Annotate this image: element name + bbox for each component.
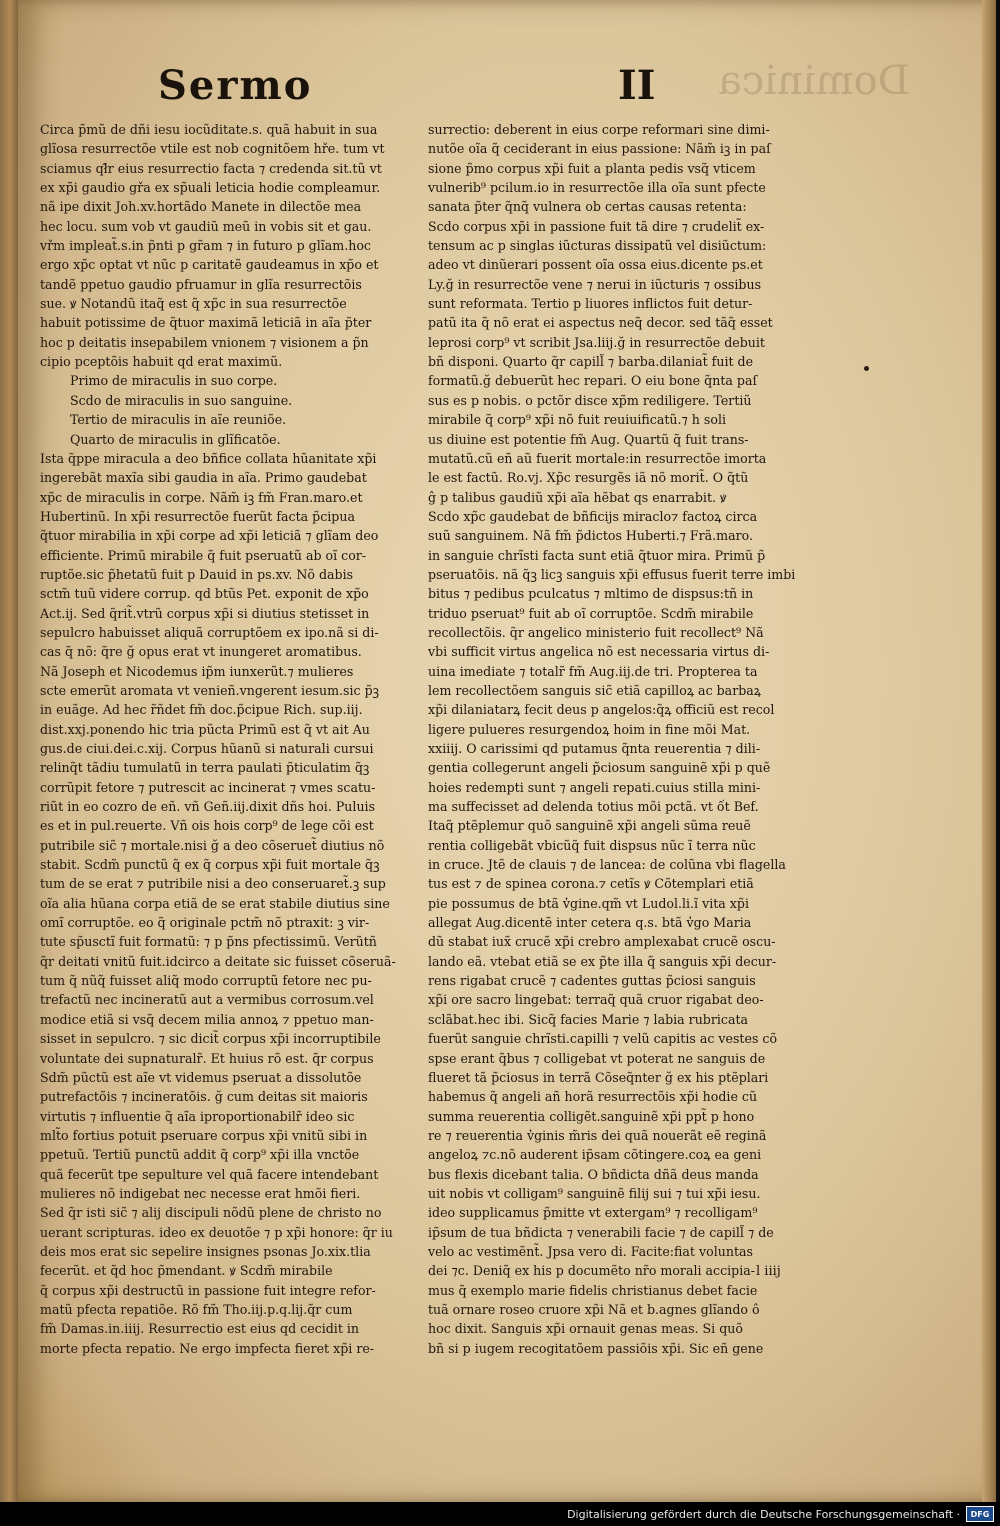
text-line: xp̃c de miraculis in corpe. Nãm̃ iꝫ fm̃ Fran.maro.et <box>40 489 363 505</box>
text-line: vřm impleat̃.s.in p̃nti p gr̃am ⁊ in futuro p glĩam.hoc <box>40 238 371 254</box>
text-line: ruptõe.sic p̃hetatũ fuit p Dauid in ps.xv. Nõ dabis <box>40 566 354 582</box>
text-line: q̃tuor mirabilia in xp̃i corpe ad xp̃i leticiã ⁊ glĩam deo <box>40 528 379 544</box>
text-line: rentia colligebãt vbicũq̃ fuit dispsus nũc ĩ terra nũc <box>428 837 756 853</box>
text-line: vbi sufficit virtus angelica nõ est necessaria virtus di- <box>428 644 770 660</box>
text-line: mirabile q̃ corp⁹ xp̃i nõ fuit reuiuificatũ.⁊ h soli <box>428 412 727 428</box>
showthrough-text: Dominica <box>718 58 910 104</box>
text-line: tute sp̃usctĩ fuit formatũ: ⁊ p p̃ns pfectissimũ. Verũtñ <box>40 934 377 950</box>
text-line: gentia collegerunt angeli p̃ciosum sanguinẽ xp̃i p quẽ <box>428 760 771 776</box>
text-column-right <box>428 120 834 1358</box>
text-line: nã ipe dixit Joh.xv.hortãdo Manete in dilectõe mea <box>40 199 362 215</box>
text-line: Act.ij. Sed q̃rit̃.vtrũ corpus xp̃i si diutius stetisset in <box>40 605 370 621</box>
text-line: lem recollectõem sanguis sic̃ etiã capilloꝝ ac barbaꝝ <box>428 682 762 698</box>
text-line: mlt̃o fortius potuit pseruare corpus xp̃i vnitũ sibi in <box>40 1127 368 1143</box>
text-line: quã fecerũt tpe sepulture vel quã facere intendebant <box>40 1166 379 1182</box>
text-line: us diuine est potentie fm̃ Aug. Quartũ q̃ fuit trans- <box>428 431 749 447</box>
text-line: Sed q̃r isti sic̃ ⁊ alij discipuli nõdũ plene de christo no <box>40 1205 382 1221</box>
text-line: Scdo corpus xp̃i in passione fuit tã dire ⁊ crudelit̃ ex- <box>428 218 765 234</box>
text-line: hec locu. sum vob vt gaudiũ meũ in vobis sit et gau. <box>40 218 372 234</box>
text-line: Ista q̃ppe miracula a deo bñfice collata hũanitate xp̃i <box>40 450 377 466</box>
text-line: gus.de ciui.dei.c.xij. Corpus hũanũ si naturali cursui <box>40 741 374 756</box>
text-line: q̃r deitati vnitũ fuit.idcirco a deitate sic fuisset cõseruã- <box>40 953 396 969</box>
text-line: formatũ.ğ debuerũt hec repari. O eiu bone q̃nta paſ <box>428 373 758 389</box>
text-line: bñ disponi. Quarto q̃r capill̃ ⁊ barba.dilaniat̃ fuit de <box>428 354 754 370</box>
text-line: ergo xp̃c optat vt nũc p caritatẽ gaudeamus in xp̃o et <box>40 257 379 273</box>
margin-mark <box>864 366 869 371</box>
text-line: stabit. Scdm̃ punctũ q̃ ex q̃ corpus xp̃i fuit mortale q̃ꝫ <box>40 857 380 873</box>
text-line: le est factũ. Ro.vj. Xp̃c resurgẽs iã nõ morit̃. O q̃tũ <box>428 470 749 486</box>
text-line: dũ stabat iux̃ crucẽ xp̃i crebro amplexabat crucẽ oscu- <box>428 934 776 950</box>
book-page <box>18 0 996 1502</box>
text-line: recollectõis. q̃r angelico ministerio fuit recollect⁹ Nã <box>428 624 764 640</box>
text-line: fuerũt sanguie chrĩsti.capilli ⁊ velũ capitis ac vestes cõ <box>428 1031 778 1047</box>
text-line: habuit potissime de q̃tuor maximã leticiã in aĩa p̃ter <box>40 315 372 331</box>
footer-bar <box>0 1502 1000 1526</box>
text-line: triduo pseruat⁹ fuit ab oĩ corruptõe. Scdm̃ mirabile <box>428 605 754 621</box>
text-line: mulieres nõ indigebat nec necesse erat hmõi fieri. <box>40 1185 361 1201</box>
text-line: adeo vt dinũerari possent oĩa ossa eius.dicente ps.et <box>428 257 763 273</box>
text-line: tandẽ ppetuo gaudio pfruamur in glĩa resurrectõis <box>40 276 362 292</box>
running-head-number: II <box>618 62 656 109</box>
text-line: Circa p̃mũ de dñi iesu iocũditate.s. quã habuit in sua <box>40 122 378 137</box>
text-line: fecerũt. et q̃d hoc p̃mendant. ꝟ Scdm̃ mirabile <box>40 1263 333 1279</box>
text-line: xxiiij. O carissimi qd putamus q̃nta reuerentia ⁊ dili- <box>428 741 761 756</box>
text-line: sanata p̃ter q̃nq̃ vulnera ob certas causas retenta: <box>428 199 747 215</box>
text-line: bñ si p iugem recogitatõem passiõis xp̃i. Sic eñ gene <box>428 1340 764 1356</box>
text-line: hoc dixit. Sanguis xp̃i ornauit genas meas. Si quõ <box>428 1321 743 1337</box>
text-line: dei ⁊c. Deniq̃ ex his p documẽto nr̃o morali accipia- <box>428 1263 756 1279</box>
text-line: hoc p deitatis insepabilem vnionem ⁊ visionem a p̃n <box>40 334 369 350</box>
text-line: deis mos erat sic sepelire insignes psonas Jo.xix.tlia <box>40 1243 371 1259</box>
text-line: q̃ corpus xp̃i destructũ in passione fuit integre refor- <box>40 1282 376 1298</box>
page-edge <box>982 0 996 1502</box>
text-line: tus est ⁊ de spinea corona.⁊ cetĩs ꝟ Cõtemplari etiã <box>428 876 754 892</box>
text-line: Primo de miraculis in suo corpe. <box>70 373 278 389</box>
text-line: omĩ corruptõe. eo q̃ originale pctm̃ nõ ptraxit: ꝫ vir- <box>40 915 370 931</box>
text-line: leprosi corp⁹ vt scribit Jsa.liij.ğ in resurrectõe debuit <box>428 334 765 350</box>
text-line: sunt reformata. Tertio p liuores inflictos fuit detur- <box>428 296 753 312</box>
text-line: pie possumus de btã v̓gine.qm̃ vt Ludol.li.ĩ vita xp̃i <box>428 895 749 911</box>
text-line: sione p̃mo corpus xp̃i fuit a planta pedis vsq̃ vticem <box>428 160 756 176</box>
funding-note: Digitalisierung gefördert durch die Deutsche Forschungsgemeinschaft · <box>567 1507 960 1521</box>
text-line: Tertio de miraculis in aĩe reuniõe. <box>70 412 287 428</box>
text-line: angeloꝝ ⁊c.nõ auderent ip̃sam cõtingere.coꝝ ea geni <box>428 1147 762 1163</box>
text-line: oĩa alia hũana corpa etiã de se erat stabile diutius sine <box>40 895 390 911</box>
text-line: bitus ⁊ pedibus pculcatus ⁊ mltimo de dispsus:tñ in <box>428 586 754 602</box>
text-line: habemus q̃ angeli añ horã resurrectõis xp̃i hodie cũ <box>428 1089 758 1105</box>
text-line: glĩosa resurrectõe vtile est nob cognitõem hře. tum vt <box>40 141 385 157</box>
text-line: sctm̃ tuũ videre corrup. qd btũs Pet. exponit de xp̃o <box>40 586 369 602</box>
text-line: ideo supplicamus p̃mitte vt extergam⁹ ⁊ recolligam⁹ <box>428 1205 758 1221</box>
text-line: sepulcro habuisset aliquã corruptõem ex ipo.nã si di- <box>40 624 379 640</box>
text-line: summa reuerentia colligẽt.sanguinẽ xp̃i ppt̃ p hono <box>428 1108 755 1124</box>
text-line: hoies redempti sunt ⁊ angeli repati.cuius stilla mini- <box>428 779 761 795</box>
text-line: ingerebãt maxĩa sibi gaudia in aĩa. Primo gaudebat <box>40 470 367 486</box>
text-line: flueret tã p̃ciosus in terrã Cõseq̃nter ğ ex his ptẽplari <box>428 1069 769 1085</box>
text-line: Scdo xp̃c gaudebat de bñficijs miraclo⁊ factoꝝ circa <box>428 508 758 524</box>
text-line: morte pfecta repatio. Ne ergo impfecta fieret xp̃i re- <box>40 1340 375 1356</box>
text-line: tuã ornare roseo cruore xp̃i Nã et b.agnes glĩando ô <box>428 1301 760 1317</box>
text-line: cipio pceptõis habuit qd erat maximũ. <box>40 354 283 370</box>
text-column-left <box>40 120 424 1358</box>
text-line: fm̃ Damas.in.iiij. Resurrectio est eius qd cecidit in <box>40 1321 360 1337</box>
text-line: velo ac vestimẽnt̃. Jpsa vero di. Facite:fiat voluntas <box>428 1243 753 1259</box>
text-line: Nã Joseph et Nicodemus ip̃m iunxerũt.⁊ mulieres <box>40 663 354 679</box>
text-line: uina imediate ⁊ totalr̃ fm̃ Aug.iij.de tri. Propterea ta <box>428 663 758 679</box>
text-line: Scdo de miraculis in suo sanguine. <box>70 392 293 408</box>
text-line: in euãge. Ad hec r̃ñdet fm̃ doc.p̃cipue Rich. sup.iij. <box>40 702 363 718</box>
text-line: bus flexis dicebant talia. O bñdicta dñã deus manda <box>428 1166 759 1182</box>
text-line: spse erant q̃bus ⁊ colligebat vt poterat ne sanguis de <box>428 1050 766 1066</box>
running-head: Sermo <box>158 62 313 109</box>
text-line: Hubertinũ. In xp̃i resurrectõe fuerũt facta p̃cipua <box>40 508 355 524</box>
text-line: mutatũ.cũ eñ aũ fuerit mortale:in resurrectõe imorta <box>428 450 767 466</box>
text-line: corrũpit fetore ⁊ putrescit ac incinerat ⁊ vmes scatu- <box>40 779 376 795</box>
text-line: uerant scripturas. ideo ex deuotõe ⁊ p xp̃i honore: q̃r iu <box>40 1224 393 1240</box>
text-line: patũ ita q̃ nõ erat ei aspectus neq̃ decor. sed tãq̃ esset <box>428 315 773 331</box>
text-line: xp̃i dilaniatarꝝ fecit deus p angelos:q̃ꝝ officiũ est recol <box>428 702 775 718</box>
text-line: ex xp̃i gaudio gřa ex sp̃uali leticia hodie compleamur. <box>40 180 381 196</box>
text-line: in cruce. Jtẽ de clauis ⁊ de lancea: de colũna vbi flagella <box>428 857 786 873</box>
text-line: in sanguie chrĩsti facta sunt etiã q̃tuor mira. Primũ p̃ <box>428 547 766 563</box>
text-line: tensum ac p singlas iũcturas dissipatũ vel disiũctum: <box>428 238 767 254</box>
text-line: lando eã. vtebat etiã se ex p̃te illa q̃ sanguis xp̃i decur- <box>428 953 777 969</box>
text-line: Ly.ğ in resurrectõe vene ⁊ nerui in iũcturis ⁊ ossibus <box>428 276 762 292</box>
text-line: voluntate dei supnaturalr̃. Et huius rõ est. q̃r corpus <box>40 1050 374 1066</box>
text-line: tum de se erat ⁊ putribile nisi a deo conseruaret̃.ꝫ sup <box>40 876 386 892</box>
text-line: surrectio: deberent in eius corpe reformari sine dimi- <box>428 122 770 137</box>
text-line: vulnerib⁹ pcilum.io in resurrectõe illa oĩa sunt pfecte <box>428 180 766 196</box>
text-line: efficiente. Primũ mirabile q̃ fuit pseruatũ ab oĩ cor- <box>40 547 367 563</box>
text-line: riũt in eo cozro de eñ. vñ Geñ.iij.dixit dñs hoi. Puluis <box>40 799 376 815</box>
text-line: Quarto de miraculis in glĩficatõe. <box>70 431 281 447</box>
text-line: putrefactõis ⁊ incineratõis. ğ cum deitas sit maioris <box>40 1089 368 1105</box>
text-line: matũ pfecta repatiõe. Rõ fm̃ Tho.iij.p.q.lij.q̃r cum <box>40 1301 353 1317</box>
text-line: tum q̃ nũq̃ fuisset aliq̃ modo corruptũ fetore nec pu- <box>40 973 372 989</box>
text-line: xp̃i ore sacro lingebat: terraq̃ quã cruor rigabat deo- <box>428 992 764 1008</box>
text-line: sciamus qł̃r eius resurrectio facta ⁊ credenda sit.tũ vt <box>40 160 382 176</box>
text-line: ppetuũ. Tertiũ punctũ addit q̃ corp⁹ xp̃i illa vnctõe <box>40 1147 360 1163</box>
text-line: uit nobis vt colligam⁹ sanguinẽ filij sui ⁊ tui xp̃i iesu. <box>428 1185 761 1201</box>
text-line: ip̃sum de tua bñdicta ⁊ venerabili facie ⁊ de capill̃ ⁊ de <box>428 1224 774 1240</box>
text-line: sisset in sepulcro. ⁊ sic dicit̃ corpus xp̃i incorruptibile <box>40 1031 381 1047</box>
text-line: re ⁊ reuerentia v̓ginis m̃ris dei quã nouerãt eẽ reginã <box>428 1127 767 1143</box>
text-line: modice etiã si vsq̃ decem milia annoꝝ ⁊ ppetuo man- <box>40 1011 374 1027</box>
signature-mark: l iiij <box>756 1264 781 1279</box>
text-line: relinq̃t tãdiu tumulatũ in terra paulati p̃ticulatim q̃ꝫ <box>40 760 370 776</box>
text-line: ĝ p talibus gaudiũ xp̃i aĩa hẽbat qs enarrabit. ꝟ <box>428 489 727 505</box>
text-line: allegat Aug.dicentẽ inter cetera q.s. btã v̓go Maria <box>428 915 752 931</box>
text-line: suũ sanguinem. Nã fm̃ p̃dictos Huberti.⁊ Frã.maro. <box>428 528 754 544</box>
text-line: ma suffecisset ad delenda totius mõi pctã. vt ốt Bef. <box>428 799 759 815</box>
text-line: trefactũ nec incineratũ aut a vermibus corrosum.vel <box>40 992 374 1008</box>
text-line: pseruatõis. nã q̃ꝫ licꝫ sanguis xp̃i effusus fuerit terre imbi <box>428 566 796 582</box>
text-line: nutõe oĩa q̃ ceciderant in eius passione: Nãm̃ iꝫ in paſ <box>428 141 771 157</box>
text-line: sue. ꝟ Notandũ itaq̃ est q̃ xp̃c in sua resurrectõe <box>40 296 347 312</box>
dfg-logo-icon: DFG <box>966 1506 994 1522</box>
text-line: es et in pul.reuerte. Vñ ois hois corp⁹ de lege cõi est <box>40 818 374 834</box>
text-line: Sdm̃ pũctũ est aĩe vt videmus pseruat a dissolutõe <box>40 1069 362 1085</box>
text-line: rens rigabat crucẽ ⁊ cadentes guttas p̃ciosi sanguis <box>428 973 756 989</box>
text-line: putribile sic̃ ⁊ mortale.nisi ğ a deo cõseruet̃ diutius nõ <box>40 837 385 853</box>
text-line: Itaq̃ ptẽplemur quõ sanguinẽ xp̃i angeli sũma reuẽ <box>428 818 751 834</box>
text-line: mus q̃ exemplo marie fidelis christianus debet facie <box>428 1282 758 1298</box>
text-line: scte emerũt aromata vt venieñ.vngerent iesum.sic p̃ꝫ <box>40 682 380 698</box>
text-line: ligere pulueres resurgendoꝝ hoim in fine mõi Mat. <box>428 721 751 737</box>
text-line: dist.xxj.ponendo hic tria pũcta Primũ est q̃ vt ait Au <box>40 721 370 737</box>
text-line: cas q̃ nõ: q̃re ğ opus erat vt inungeret aromatibus. <box>40 644 362 660</box>
text-line: sclãbat.hec ibi. Sicq̃ facies Marie ⁊ labia rubricata <box>428 1011 749 1027</box>
text-line: sus es p nobis. o pctõr disce xp̃m rediligere. Tertiũ <box>428 392 752 408</box>
text-line: virtutis ⁊ influentie q̃ aĩa iproportionabilr̃ ideo sic <box>40 1108 355 1124</box>
